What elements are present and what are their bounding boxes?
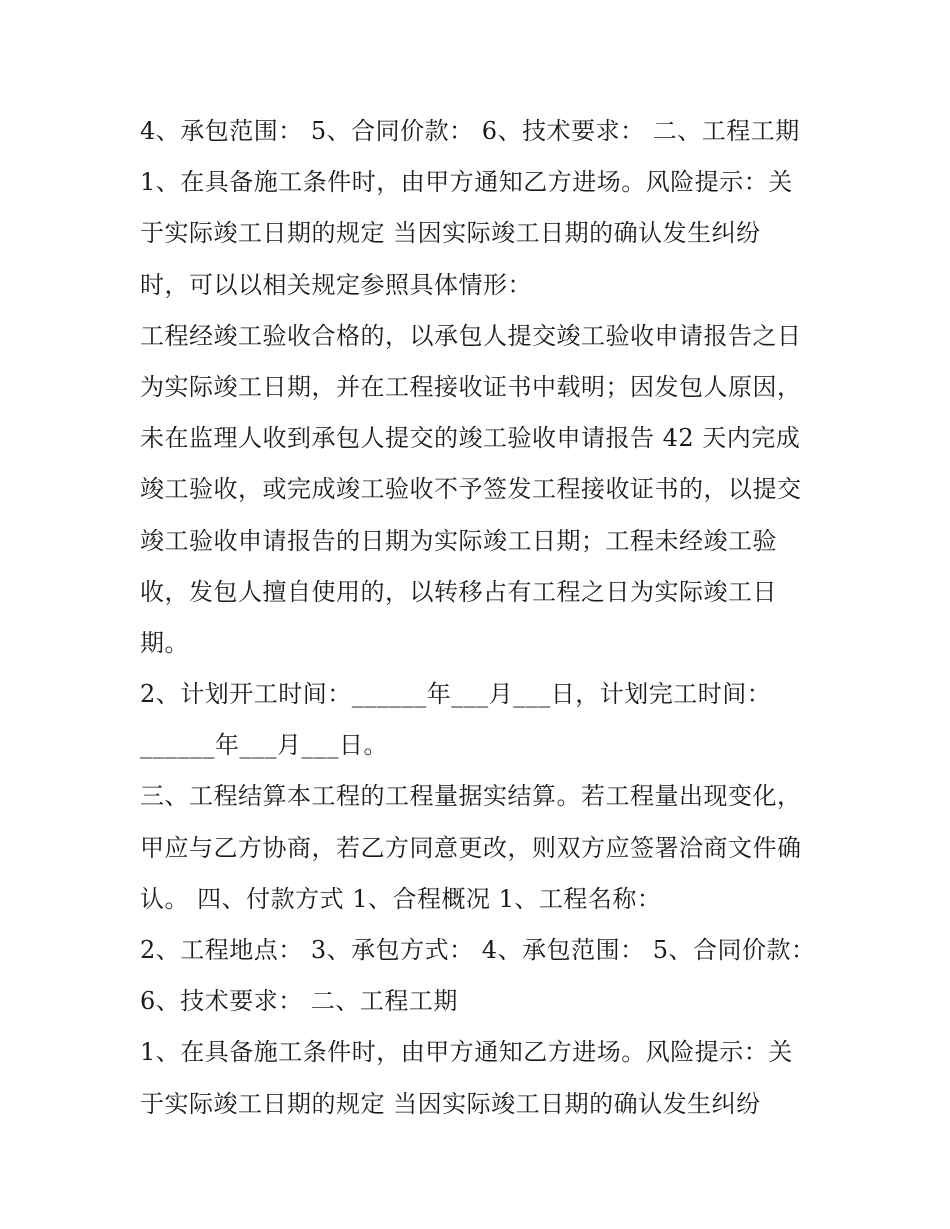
text-line: ______年___月___日。 (140, 731, 388, 760)
text-line: 于实际竣工日期的规定 当因实际竣工日期的确认发生纠纷 (140, 219, 761, 248)
text-line: 期。 (140, 628, 189, 657)
text-line: 为实际竣工日期，并在工程接收证书中载明；因发包人原因， (140, 372, 802, 401)
text-line: 竣工验收，或完成竣工验收不予签发工程接收证书的，以提交 (140, 475, 802, 504)
text-line: 甲应与乙方协商，若乙方同意更改，则双方应签署洽商文件确 (140, 833, 802, 862)
text-line: 4、承包范围： 5、合同价款： 6、技术要求： 二、工程工期 (140, 117, 800, 145)
text-line: 三、工程结算本工程的工程量据实结算。若工程量出现变化， (140, 782, 802, 811)
text-line: 收，发包人擅自使用的，以转移占有工程之日为实际竣工日 (140, 577, 777, 606)
text-line: 2、工程地点： 3、承包方式： 4、承包范围： 5、合同价款： (140, 936, 816, 964)
text-line: 竣工验收申请报告的日期为实际竣工日期；工程未经竣工验 (140, 526, 777, 555)
text-line: 未在监理人收到承包人提交的竣工验收申请报告 42 天内完成 (140, 424, 801, 453)
text-line: 2、计划开工时间：______年___月___日，计划完工时间： (140, 680, 772, 709)
document-body (140, 106, 830, 1130)
text-line: 工程经竣工验收合格的，以承包人提交竣工验收申请报告之日 (140, 321, 802, 350)
text-line: 时，可以以相关规定参照具体情形： (140, 270, 532, 299)
text-line: 1、在具备施工条件时，由甲方通知乙方进场。风险提示：关 (140, 168, 793, 197)
text-line: 6、技术要求： 二、工程工期 (140, 987, 458, 1016)
text-line: 1、在具备施工条件时，由甲方通知乙方进场。风险提示：关 (140, 1038, 793, 1067)
text-line: 认。 四、付款方式 1、合程概况 1、工程名称： (140, 884, 662, 913)
text-line: 于实际竣工日期的规定 当因实际竣工日期的确认发生纠纷 (140, 1089, 761, 1118)
